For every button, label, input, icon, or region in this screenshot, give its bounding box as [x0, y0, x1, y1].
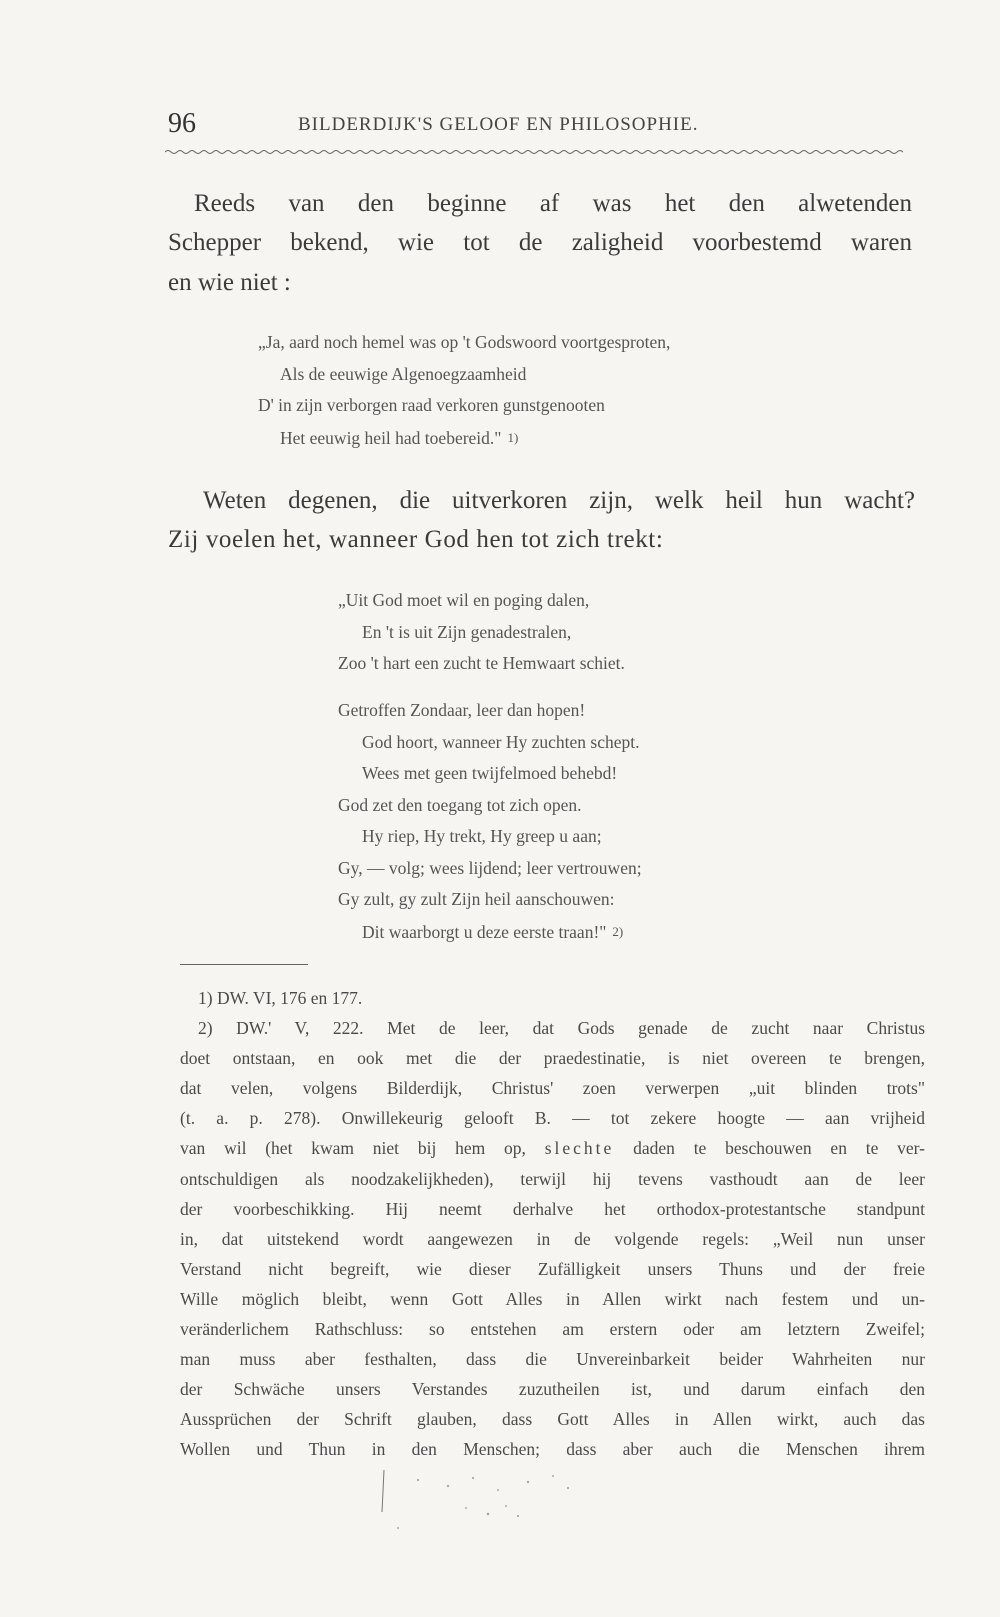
- header-wavy-rule: [165, 148, 903, 156]
- verse-2-stanza-2-line-2: God hoort, wanneer Hy zuchten schept.: [362, 731, 640, 752]
- verse-2-stanza-2-line-6: Gy, — volg; wees lijdend; leer vertrouwen;: [338, 857, 642, 878]
- footnotes: [180, 983, 925, 1465]
- footnote-2-line-3: dat velen, volgens Bilderdijk, Christus' zoen verwerpen „uit blinden trots": [180, 1078, 925, 1099]
- verse-2-stanza-2: [338, 695, 642, 947]
- footnote-2-line-11: veränderlichem Rathschluss: so entstehen am erstern oder am letztern Zweifel;: [180, 1319, 925, 1340]
- verse-2-line-2: En 't is uit Zijn genadestralen,: [362, 621, 572, 642]
- footnote-ref-1: 1): [507, 429, 519, 445]
- footnote-2-line-6: ontschuldigen als noodzakelijkheden), terwijl hij tevens vasthoudt aan de leer: [180, 1168, 925, 1189]
- footnote-2-line-2: doet ontstaan, en ook met die der praedestinatie, is niet overeen te brengen,: [180, 1048, 925, 1069]
- footnote-ref-2: 2): [612, 923, 624, 939]
- verse-1-line-2: Als de eeuwige Algenoegzaamheid: [280, 363, 527, 384]
- footnote-1: 1) DW. VI, 176 en 177.: [198, 988, 363, 1008]
- verse-2-stanza-2-line-8-text: Dit waarborgt u deze eerste traan!": [362, 921, 607, 942]
- footnote-2-line-7: der voorbeschikking. Hij neemt derhalve het orthodox-protestantsche standpunt: [180, 1198, 925, 1219]
- verse-2-stanza-2-line-5: Hy riep, Hy trekt, Hy greep u aan;: [362, 826, 602, 846]
- footnote-separator: [180, 964, 308, 965]
- page-number: 96: [168, 108, 196, 139]
- paragraph-2-line-2: Zij voelen het, wanneer God hen tot zich trekt:: [168, 526, 664, 553]
- verse-2-line-1: „Uit God moet wil en poging dalen,: [338, 590, 590, 610]
- footnote-2-line-9: Verstand nicht begreift, wie dieser Zufälligkeit unsers Thuns und der freie: [180, 1258, 925, 1279]
- paragraph-2-line-1: Weten degenen, die uitverkoren zijn, welk heil hun wacht?: [203, 487, 915, 514]
- verse-2-stanza-2-line-3: Wees met geen twijfelmoed behebd!: [362, 763, 618, 783]
- footnote-2-line-4: (t. a. p. 278). Onwillekeurig gelooft B. — tot zekere hoogte — aan vrijheid: [180, 1108, 925, 1129]
- footnote-2-line-5-a: van wil (het kwam niet bij hem op,: [180, 1138, 545, 1159]
- verse-2-stanza-2-line-7: Gy zult, gy zult Zijn heil aanschouwen:: [338, 889, 615, 909]
- footnote-2-line-5-b: daden te beschouwen en te ver-: [614, 1138, 925, 1159]
- verse-1: [258, 327, 670, 453]
- verse-2-stanza-1: [338, 585, 625, 680]
- paragraph-1-line-1: Reeds van den beginne af was het den alwetenden: [194, 190, 912, 217]
- verse-2-stanza-2-line-4: God zet den toegang tot zich open.: [338, 794, 582, 815]
- verse-2-stanza-2-line-8: [338, 916, 642, 948]
- running-title: BILDERDIJK'S GELOOF EN PHILOSOPHIE.: [298, 114, 699, 135]
- footnote-2-line-8: in, dat uitstekend wordt aangewezen in de volgende regels: „Weil nun unser: [180, 1228, 925, 1249]
- footnote-2-line-14: Aussprüchen der Schrift glauben, dass Gott Alles in Allen wirkt, auch das: [180, 1409, 925, 1430]
- footnote-2-line-10: Wille möglich bleibt, wenn Gott Alles in Allen wirkt nach festem und un-: [180, 1288, 925, 1309]
- footnote-2-emphasis: slechte: [544, 1138, 615, 1159]
- footnote-2-line-15: Wollen und Thun in den Menschen; dass aber auch die Menschen ihrem: [180, 1439, 925, 1460]
- paragraph-1-line-3: en wie niet :: [168, 269, 291, 296]
- verse-2-stanza-2-line-1: Getroffen Zondaar, leer dan hopen!: [338, 700, 586, 720]
- footnote-2-line-13: der Schwäche unsers Verstandes zuzutheilen ist, und darum einfach den: [180, 1379, 925, 1400]
- footnote-2-line-12: man muss aber festhalten, dass die Unvereinbarkeit beider Wahrheiten nur: [180, 1349, 925, 1370]
- verse-2-line-3: Zoo 't hart een zucht te Hemwaart schiet.: [338, 653, 625, 673]
- paragraph-1-line-2: Schepper bekend, wie tot de zaligheid voorbestemd waren: [168, 229, 912, 256]
- running-head: [168, 108, 898, 140]
- footnote-2-line-5: [180, 1133, 925, 1163]
- verse-1-line-3: D' in zijn verborgen raad verkoren gunstgenooten: [258, 395, 605, 415]
- verse-1-line-4-text: Het eeuwig heil had toebereid.": [280, 427, 502, 448]
- print-specks: [378, 1470, 628, 1550]
- footnote-2-line-1: 2) DW.' V, 222. Met de leer, dat Gods genade de zucht naar Christus: [198, 1018, 925, 1039]
- verse-1-line-4: [258, 422, 670, 454]
- verse-1-line-1: „Ja, aard noch hemel was op 't Godswoord voortgesproten,: [258, 332, 671, 352]
